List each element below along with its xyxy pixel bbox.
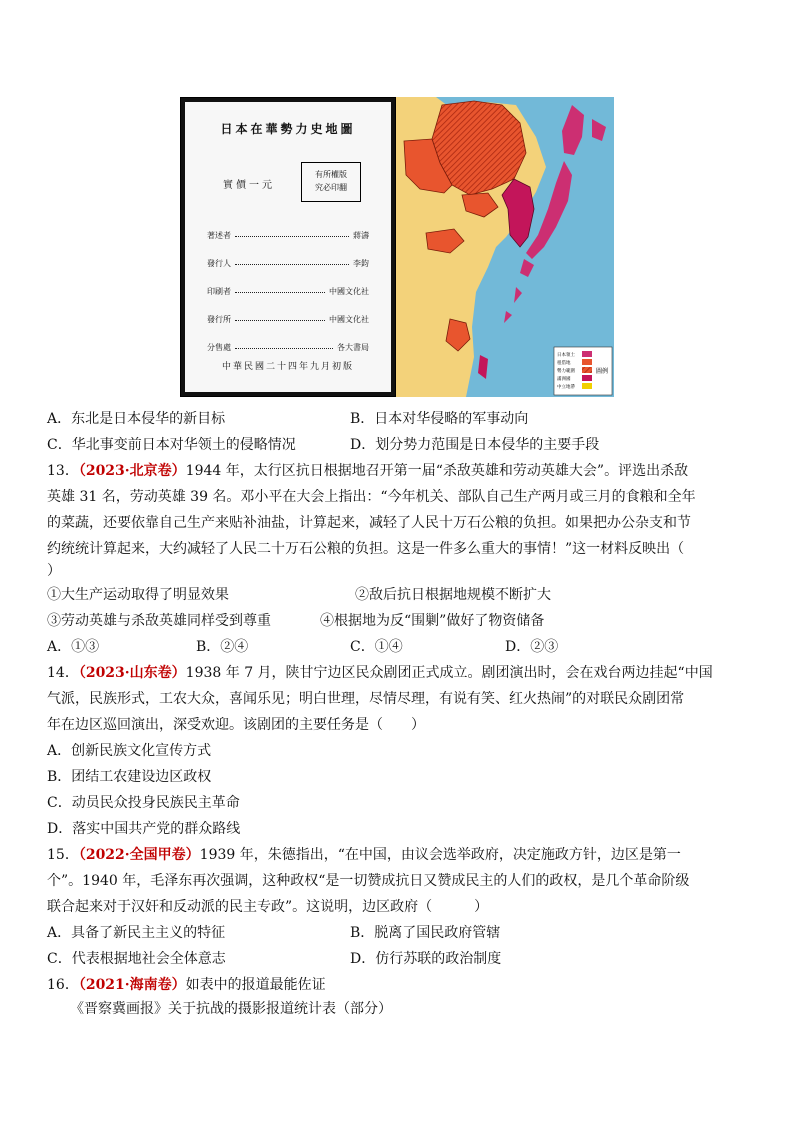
q15-source: （2022·全国甲卷）: [78, 847, 200, 863]
q13-option-b[interactable]: B．②④: [196, 639, 249, 655]
q16-text: 如表中的报道最能佐证: [185, 977, 326, 993]
legend-swatch: [582, 383, 592, 389]
q16-table-caption: 《晋察冀画报》关于抗战的摄影报道统计表（部分）: [70, 1001, 392, 1017]
q14-text: 1938 年 7 月，陕甘宁边区民众剧团正式成立。剧团演出时，会在戏台两边挂起“中国: [185, 665, 713, 681]
cover-row-label: 著述者: [207, 231, 231, 240]
stamp-line-2: 究必印翻: [315, 183, 347, 192]
cover-row-value: 各大書局: [337, 343, 369, 352]
q16-number: 16．: [47, 977, 79, 993]
legend-title: 圖例: [596, 368, 609, 375]
book-cover-image: [180, 97, 396, 397]
q16-stem-line: [47, 972, 747, 998]
q13-text: 1944 年，太行区抗日根据地召开第一届“杀敌英雄和劳动英雄大会”。评选出杀敌: [185, 463, 689, 479]
q13-item-3: ③劳动英雄与杀敌英雄同样受到尊重: [47, 613, 271, 629]
cover-row-label: 發行人: [207, 259, 231, 268]
map-legend: [554, 347, 612, 395]
legend-label: 租借地: [557, 361, 571, 366]
q13-stem-line: 的菜蔬，还要依靠自己生产来贴补油盐，计算起来，减轻了人民十万石公粮的负担。如果把办公杂支和节: [47, 515, 691, 531]
cover-row: [207, 258, 369, 269]
q14-option-d[interactable]: D．落实中国共产党的群众路线: [47, 821, 241, 837]
cover-row: [207, 314, 369, 325]
q15-option-d[interactable]: D．仿行苏联的政治制度: [350, 951, 502, 967]
copyright-stamp: [301, 162, 361, 202]
q14-stem-line: 年在边区巡回演出，深受欢迎。该剧团的主要任务是（ ）: [47, 717, 425, 733]
q12-option-d[interactable]: D．划分势力范围是日本侵华的主要手段: [350, 437, 600, 453]
cover-row-value: 中國文化社: [329, 287, 369, 296]
q15-stem-line: 个”。1940 年，毛泽东再次强调，这种政权“是一切赞成抗日又赞成民主的人们的政权，是几个革命阶级: [47, 873, 690, 889]
q13-source: （2023·北京卷）: [78, 463, 186, 479]
cover-row-value: 中國文化社: [329, 315, 369, 324]
cover-row-label: 發行所: [207, 315, 231, 324]
cover-row-value: 蔣濤: [353, 231, 369, 240]
cover-row-label: 分售處: [207, 343, 231, 352]
legend-label: 滿洲國: [557, 377, 571, 382]
legend-swatch: [582, 367, 592, 373]
q15-text: 1939 年，朱德指出，“在中国，由议会选举政府，决定施政方针，边区是第一: [199, 847, 681, 863]
q13-option-d[interactable]: D．②③: [505, 639, 559, 655]
cover-title: 日本在華勢力史地圖: [220, 122, 356, 136]
q13-stem-line: 英雄 31 名，劳动英雄 39 名。邓小平在大会上指出：“今年机关、部队自己生产两月或三月的食粮和全年: [47, 489, 696, 505]
stamp-line-1: 有所權版: [315, 170, 347, 179]
q13-item-1: ①大生产运动取得了明显效果: [47, 587, 229, 603]
q12-option-b[interactable]: B．日本对华侵略的军事动向: [350, 411, 529, 427]
q14-source: （2023·山东卷）: [78, 665, 186, 681]
legend-label: 勢力範圍: [557, 369, 575, 374]
q15-stem-line: 联合起来对于汉奸和反动派的民主专政”。这说明，边区政府（ ）: [47, 899, 489, 915]
cover-row-value: 李鈞: [353, 259, 369, 268]
legend-swatch: [582, 359, 592, 365]
q15-stem-line: [47, 842, 747, 868]
cover-row: [207, 342, 369, 353]
map-svg: [396, 97, 614, 397]
q15-option-c[interactable]: C．代表根据地社会全体意志: [47, 951, 226, 967]
legend-swatch: [582, 375, 592, 381]
q12-option-c[interactable]: C．华北事变前日本对华领土的侵略情况: [47, 437, 296, 453]
legend-swatch: [582, 351, 592, 357]
legend-label: 日本領土: [557, 353, 575, 358]
q12-option-a[interactable]: A．东北是日本侵华的新目标: [47, 411, 226, 427]
q13-option-c[interactable]: C．①④: [350, 639, 403, 655]
q15-number: 15．: [47, 847, 79, 863]
cover-row: [207, 286, 369, 297]
q14-stem-line: 气派，民族形式，工农大众，喜闻乐见；明白世理，尽情尽理，有说有笑、红火热闹”的对联民众剧团常: [47, 691, 685, 707]
cover-footer: 中華民國二十四年九月初版: [221, 362, 354, 372]
q14-number: 14．: [47, 665, 79, 681]
question-12-figure: [180, 97, 614, 397]
q15-option-a[interactable]: A．具备了新民主主义的特征: [47, 925, 226, 941]
q13-item-4: ④根据地为反“围剿”做好了物资储备: [320, 613, 545, 629]
q13-option-a[interactable]: A．①③: [47, 639, 100, 655]
q14-option-b[interactable]: B．团结工农建设边区政权: [47, 769, 212, 785]
q13-number: 13．: [47, 463, 79, 479]
q13-stem-line: [47, 458, 747, 484]
q14-option-c[interactable]: C．动员民众投身民族民主革命: [47, 795, 240, 811]
q13-item-2: ②敌后抗日根据地规模不断扩大: [355, 587, 551, 603]
q14-stem-line: [47, 660, 747, 686]
q14-option-a[interactable]: A．创新民族文化宣传方式: [47, 743, 212, 759]
q13-stem-line: ）: [47, 563, 61, 579]
q16-source: （2021·海南卷）: [78, 977, 186, 993]
cover-price: 實價一元: [223, 180, 275, 191]
cover-row-label: 印刷者: [207, 287, 231, 296]
q13-stem-line: 约统统计算起来，大约减轻了人民二十万石公粮的负担。这是一件多么重大的事情！”这一材料反映出（: [47, 541, 685, 557]
legend-label: 中立地帶: [557, 385, 575, 390]
cover-row: [207, 230, 369, 241]
q15-option-b[interactable]: B．脱离了国民政府管辖: [350, 925, 501, 941]
japan-influence-map: [396, 97, 614, 397]
